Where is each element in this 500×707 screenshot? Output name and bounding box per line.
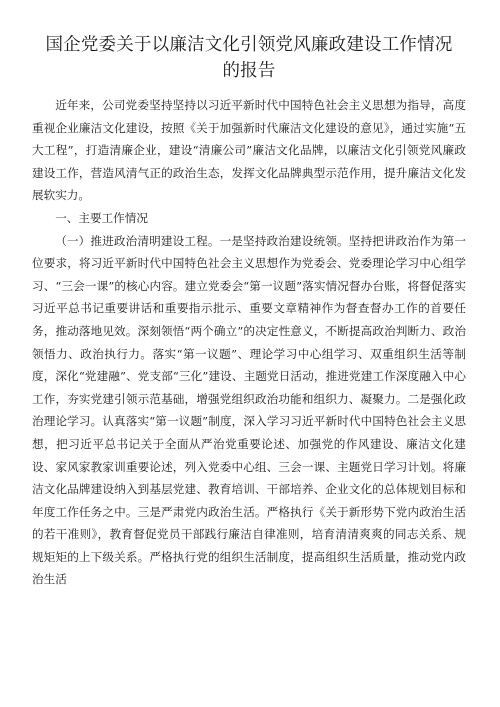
document-title-line-1: 国企党委关于以廉洁文化引领党风廉政建设工作情况 bbox=[45, 35, 453, 55]
document-title bbox=[32, 32, 466, 84]
intro-paragraph: 近年来，公司党委坚持坚持以习近平新时代中国特色社会主义思想为指导，高度重视企业廉洁文化建设，按照《关于加强新时代廉洁文化建设的意见》，通过实施“五大工程”，打造清廉企业，建设“清廉公司”廉洁文化品牌，以廉洁文化引领党风廉政建设工作，营造风清气正的政治生态，发挥文化品牌典型示范作用，提升廉洁文化发展软实力。 bbox=[32, 98, 466, 203]
section-heading: 一、主要工作情况 bbox=[55, 210, 148, 225]
document-body bbox=[32, 94, 466, 591]
document-title-line-2: 的报告 bbox=[222, 61, 276, 81]
section-paragraph: （一）推进政治清明建设工程。一是坚持政治建设统领。坚持把讲政治作为第一位要求，将习近平新时代中国特色社会主义思想作为党委会、党委理论学习中心组学习、“三会一课”的核心内容。建立党委会“第一议题”落实情况督办台账，将督促落实习近平总书记重要讲话和重要指示批示、重要文章精神作为督查督办工作的首要任务，推动落地见效。深刻领悟“两个确立”的决定性意义，不断提高政治判断力、政治领悟力、政治执行力。落实“第一议题”、理论学习中心组学习、双重组织生活等制度，深化“党建融”、党支部“三化”建设、主题党日活动，推进党建工作深度融入中心工作，夯实党建引领示范基础，增强党组织政治功能和组织力、凝聚力。二是强化政治理论学习。认真落实“第一议题”制度，深入学习习近平新时代中国特色社会主义思想，把习近平总书记关于全面从严治党重要论述、加强党的作风建设、廉洁文化建设、家风家教家训重要论述，列入党委中心组、三会一课、主题党日学习计划。将廉洁文化品牌建设纳入到基层党建、教育培训、干部培养、企业文化的总体规划目标和年度工作任务之中。三是严肃党内政治生活。严格执行《关于新形势下党内政治生活的若干准则》，教育督促党员干部践行廉洁自律准则，培育清清爽爽的同志关系、规规矩矩的上下级关系。严格执行党的组织生活制度，提高组织生活质量，推动党内政治生活 bbox=[32, 233, 466, 587]
